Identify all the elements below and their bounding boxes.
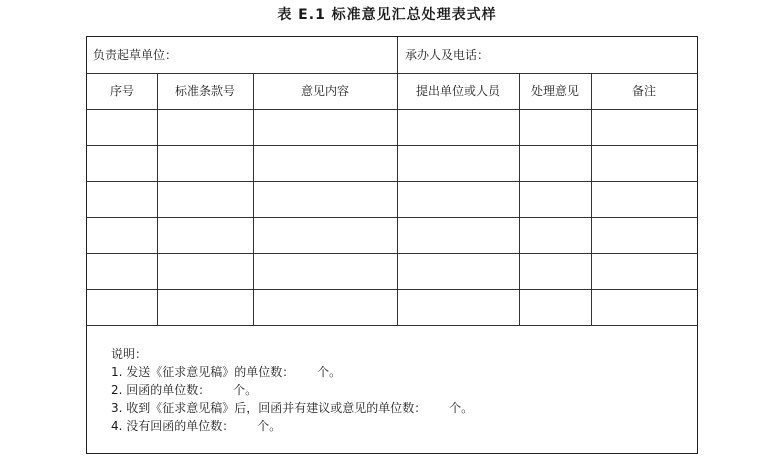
column-header-serial: 序号 xyxy=(109,84,134,98)
column-header-opinion-content: 意见内容 xyxy=(300,84,349,98)
table-row xyxy=(87,217,697,253)
table-title: 表 E.1 标准意见汇总处理表式样 xyxy=(277,7,497,23)
drafting-unit-label: 负责起草单位： xyxy=(93,48,178,62)
notes-section xyxy=(111,345,473,435)
header-divider xyxy=(397,37,398,73)
table-row xyxy=(87,253,697,289)
table-row xyxy=(87,289,697,325)
opinion-summary-table xyxy=(86,36,698,454)
notes-heading: 说明： xyxy=(111,347,148,361)
column-header-handling-opinion: 处理意见 xyxy=(530,84,579,98)
note-item: 2. 回函的单位数： 个。 xyxy=(111,383,258,397)
column-header-clause-number: 标准条款号 xyxy=(174,84,235,98)
column-header-remarks: 备注 xyxy=(631,84,656,98)
contact-person-label: 承办人及电话： xyxy=(405,48,490,62)
note-item: 3. 收到《征求意见稿》后，回函并有建议或意见的单位数： 个。 xyxy=(111,401,474,415)
table-row xyxy=(87,181,697,217)
table-row xyxy=(87,109,697,145)
note-item: 1. 发送《征求意见稿》的单位数： 个。 xyxy=(111,365,342,379)
column-header-proposer: 提出单位或人员 xyxy=(415,84,500,98)
table-row xyxy=(87,145,697,181)
table-body-bottom-rule xyxy=(87,325,697,326)
note-item: 4. 没有回函的单位数： 个。 xyxy=(111,419,282,433)
